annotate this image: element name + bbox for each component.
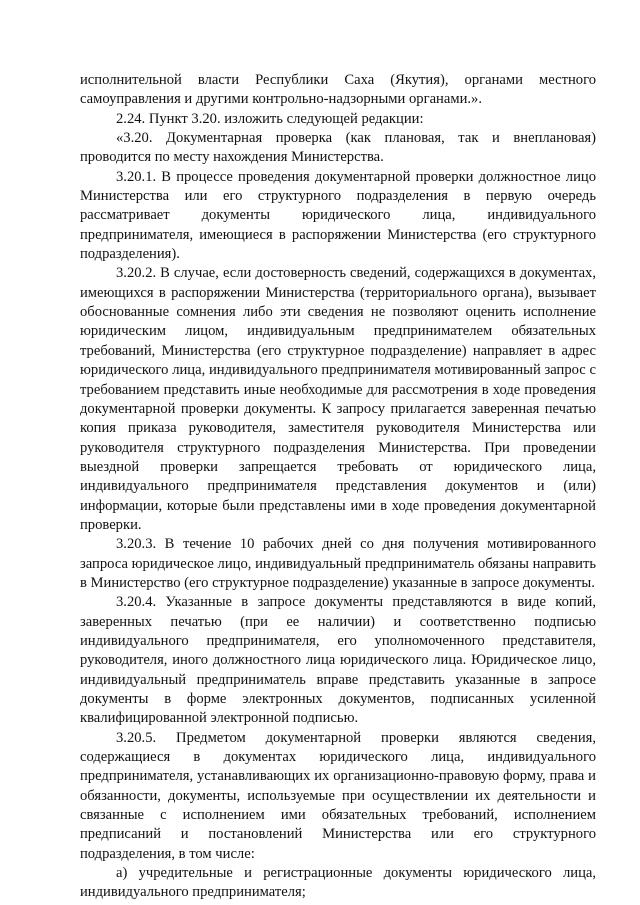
paragraph-3-20-1: 3.20.1. В процессе проведения документарной проверки должностное лицо Министерства или его структурного подразделения в первую очередь рассматривает документы юридического лица, индивидуального предпринимателя, имеющиеся в распоряжении Министерства (его структурного подразделения).	[80, 168, 596, 263]
list-item-a: а) учредительные и регистрационные документы юридического лица, индивидуального предпринимателя;	[80, 865, 596, 901]
paragraph-3-20-3: 3.20.3. В течение 10 рабочих дней со дня получения мотивированного запроса юридическое лицо, индивидуальный предприниматель обязаны направить в Министерство (его структурное подразделение) указанные в запросе документы.	[80, 536, 596, 591]
paragraph-3-20: «3.20. Документарная проверка (как плановая, так и внеплановая) проводится по месту нахождения Министерства.	[80, 130, 596, 166]
paragraph-2-24: 2.24. Пункт 3.20. изложить следующей редакции:	[116, 110, 424, 127]
paragraph-3-20-5: 3.20.5. Предметом документарной проверки являются сведения, содержащиеся в документах юридического лица, индивидуального предпринимателя, устанавливающих их организационно-правовую форму, права и обязанности, документы, используемые при осуществлении их деятельности и связанные с исполнением ими обязательных требований, исполнением предписаний и постановлений Министерства или его структурного подразделения, в том числе:	[80, 729, 596, 862]
paragraph-3-20-4: 3.20.4. Указанные в запросе документы представляются в виде копий, заверенных печатью (при ее наличии) и соответственно подписью индивидуального предпринимателя, его уполномоченного представителя, руководителя, иного должностного лица юридического лица. Юридическое лицо, индивидуальный предприниматель вправе представить указанные в запросе документы в форме электронных документов, подписанных усиленной квалифицированной электронной подписью.	[80, 594, 596, 727]
paragraph-continuation: исполнительной власти Республики Саха (Якутия), органами местного самоуправления и другими контрольно-надзорными органами.».	[80, 72, 596, 108]
paragraph-3-20-2: 3.20.2. В случае, если достоверность сведений, содержащихся в документах, имеющихся в распоряжении Министерства (территориального органа), вызывает обоснованные сомнения либо эти сведения не позволяют оценить исполнение юридическим лицом, индивидуальным предпринимателем обязательных требований, Министерства (его структурное подразделение) направляет в адрес юридического лица, индивидуального предпринимателя мотивированный запрос с требованием представить иные необходимые для рассмотрения в ходе проведения документарной проверки документы. К запросу прилагается заверенная печатью копия приказа руководителя, заместителя руководителя Министерства или руководителя структурного подразделения Министерства. При проведении выездной проверки запрещается требовать от юридического лица, индивидуального предпринимателя представления документов и (или) информации, которые были представлены ими в ходе проведения документарной проверки.	[80, 265, 596, 533]
